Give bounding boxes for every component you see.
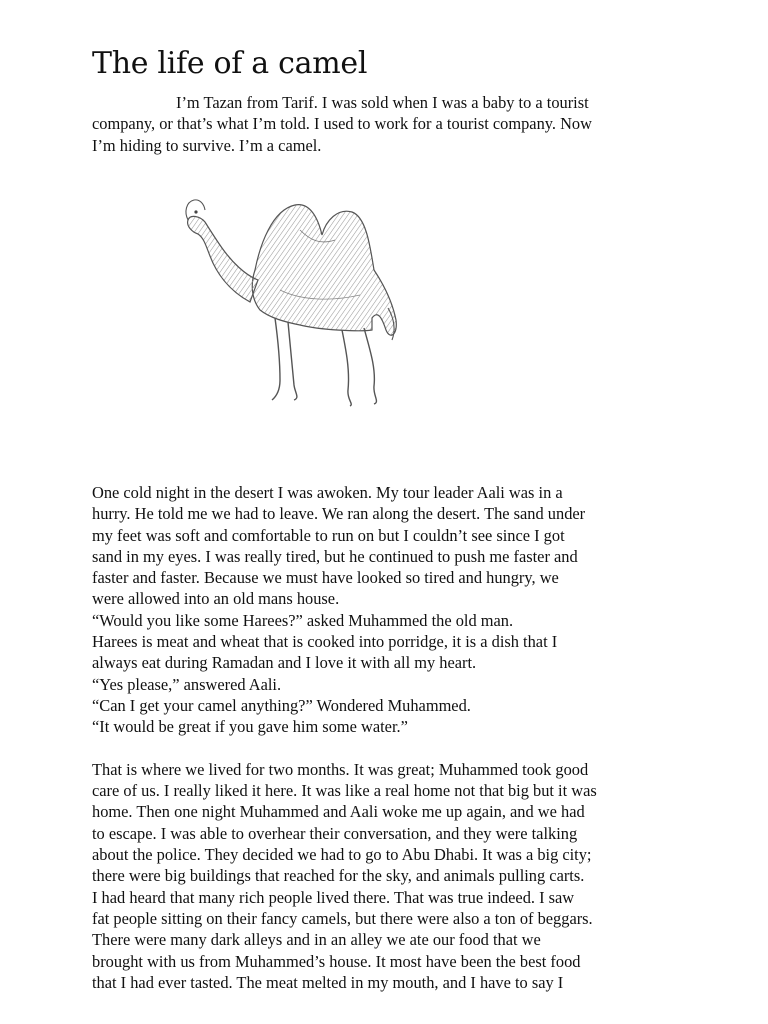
text-line: That is where we lived for two months. It was great; Muhammed took good: [92, 759, 589, 779]
text-line: were allowed into an old mans house.: [92, 589, 340, 609]
text-line: brought with us from Muhammed’s house. It most have been the best food: [92, 951, 581, 971]
text-line: there were big buildings that reached for the sky, and animals pulling carts.: [92, 866, 585, 886]
text-line: my feet was soft and comfortable to run on but I couldn’t see since I got: [92, 525, 565, 545]
text-line: One cold night in the desert I was awoken. My tour leader Aali was in a: [92, 483, 563, 502]
text-line: care of us. I really liked it here. It was like a real home not that big but it was: [92, 781, 597, 801]
text-line: that I had ever tasted. The meat melted in my mouth, and I have to say I: [92, 972, 564, 992]
text-line: “Would you like some Harees?” asked Muhammed the old man.: [92, 610, 514, 630]
text-line: company, or that’s what I’m told. I used to work for a tourist company. Now: [92, 114, 592, 134]
text-line: “Yes please,” answered Aali.: [92, 674, 282, 694]
text-line: about the police. They decided we had to go to Abu Dhabi. It was a big city;: [92, 845, 592, 865]
intro-paragraph: [92, 92, 692, 156]
paragraph-gap: [92, 738, 692, 759]
text-line: hurry. He told me we had to leave. We ran along the desert. The sand under: [92, 504, 586, 524]
text-line: home. Then one night Muhammed and Aali woke me up again, and we had: [92, 802, 585, 822]
text-line: sand in my eyes. I was really tired, but he continued to push me faster and: [92, 546, 578, 566]
text-line: faster and faster. Because we must have looked so tired and hungry, we: [92, 568, 559, 588]
text-line: There were many dark alleys and in an alley we ate our food that we: [92, 930, 541, 950]
text-line: I’m hiding to survive. I’m a camel.: [92, 135, 322, 155]
text-line: Harees is meat and wheat that is cooked into porridge, it is a dish that I: [92, 632, 558, 652]
text-line: to escape. I was able to overhear their conversation, and they were talking: [92, 823, 578, 843]
page-title: The life of a camel: [92, 46, 368, 81]
text-line: “It would be great if you gave him some water.”: [92, 717, 408, 737]
text-line: I’m Tazan from Tarif. I was sold when I was a baby to a tourist: [176, 93, 589, 112]
text-line: I had heard that many rich people lived there. That was true indeed. I saw: [92, 887, 575, 907]
text-line: “Can I get your camel anything?” Wondered Muhammed.: [92, 695, 471, 715]
camel-illustration: [160, 190, 460, 430]
text-line: fat people sitting on their fancy camels, but there were also a ton of beggars.: [92, 908, 593, 928]
story-paragraphs: [92, 482, 692, 993]
text-line: always eat during Ramadan and I love it with all my heart.: [92, 653, 477, 673]
